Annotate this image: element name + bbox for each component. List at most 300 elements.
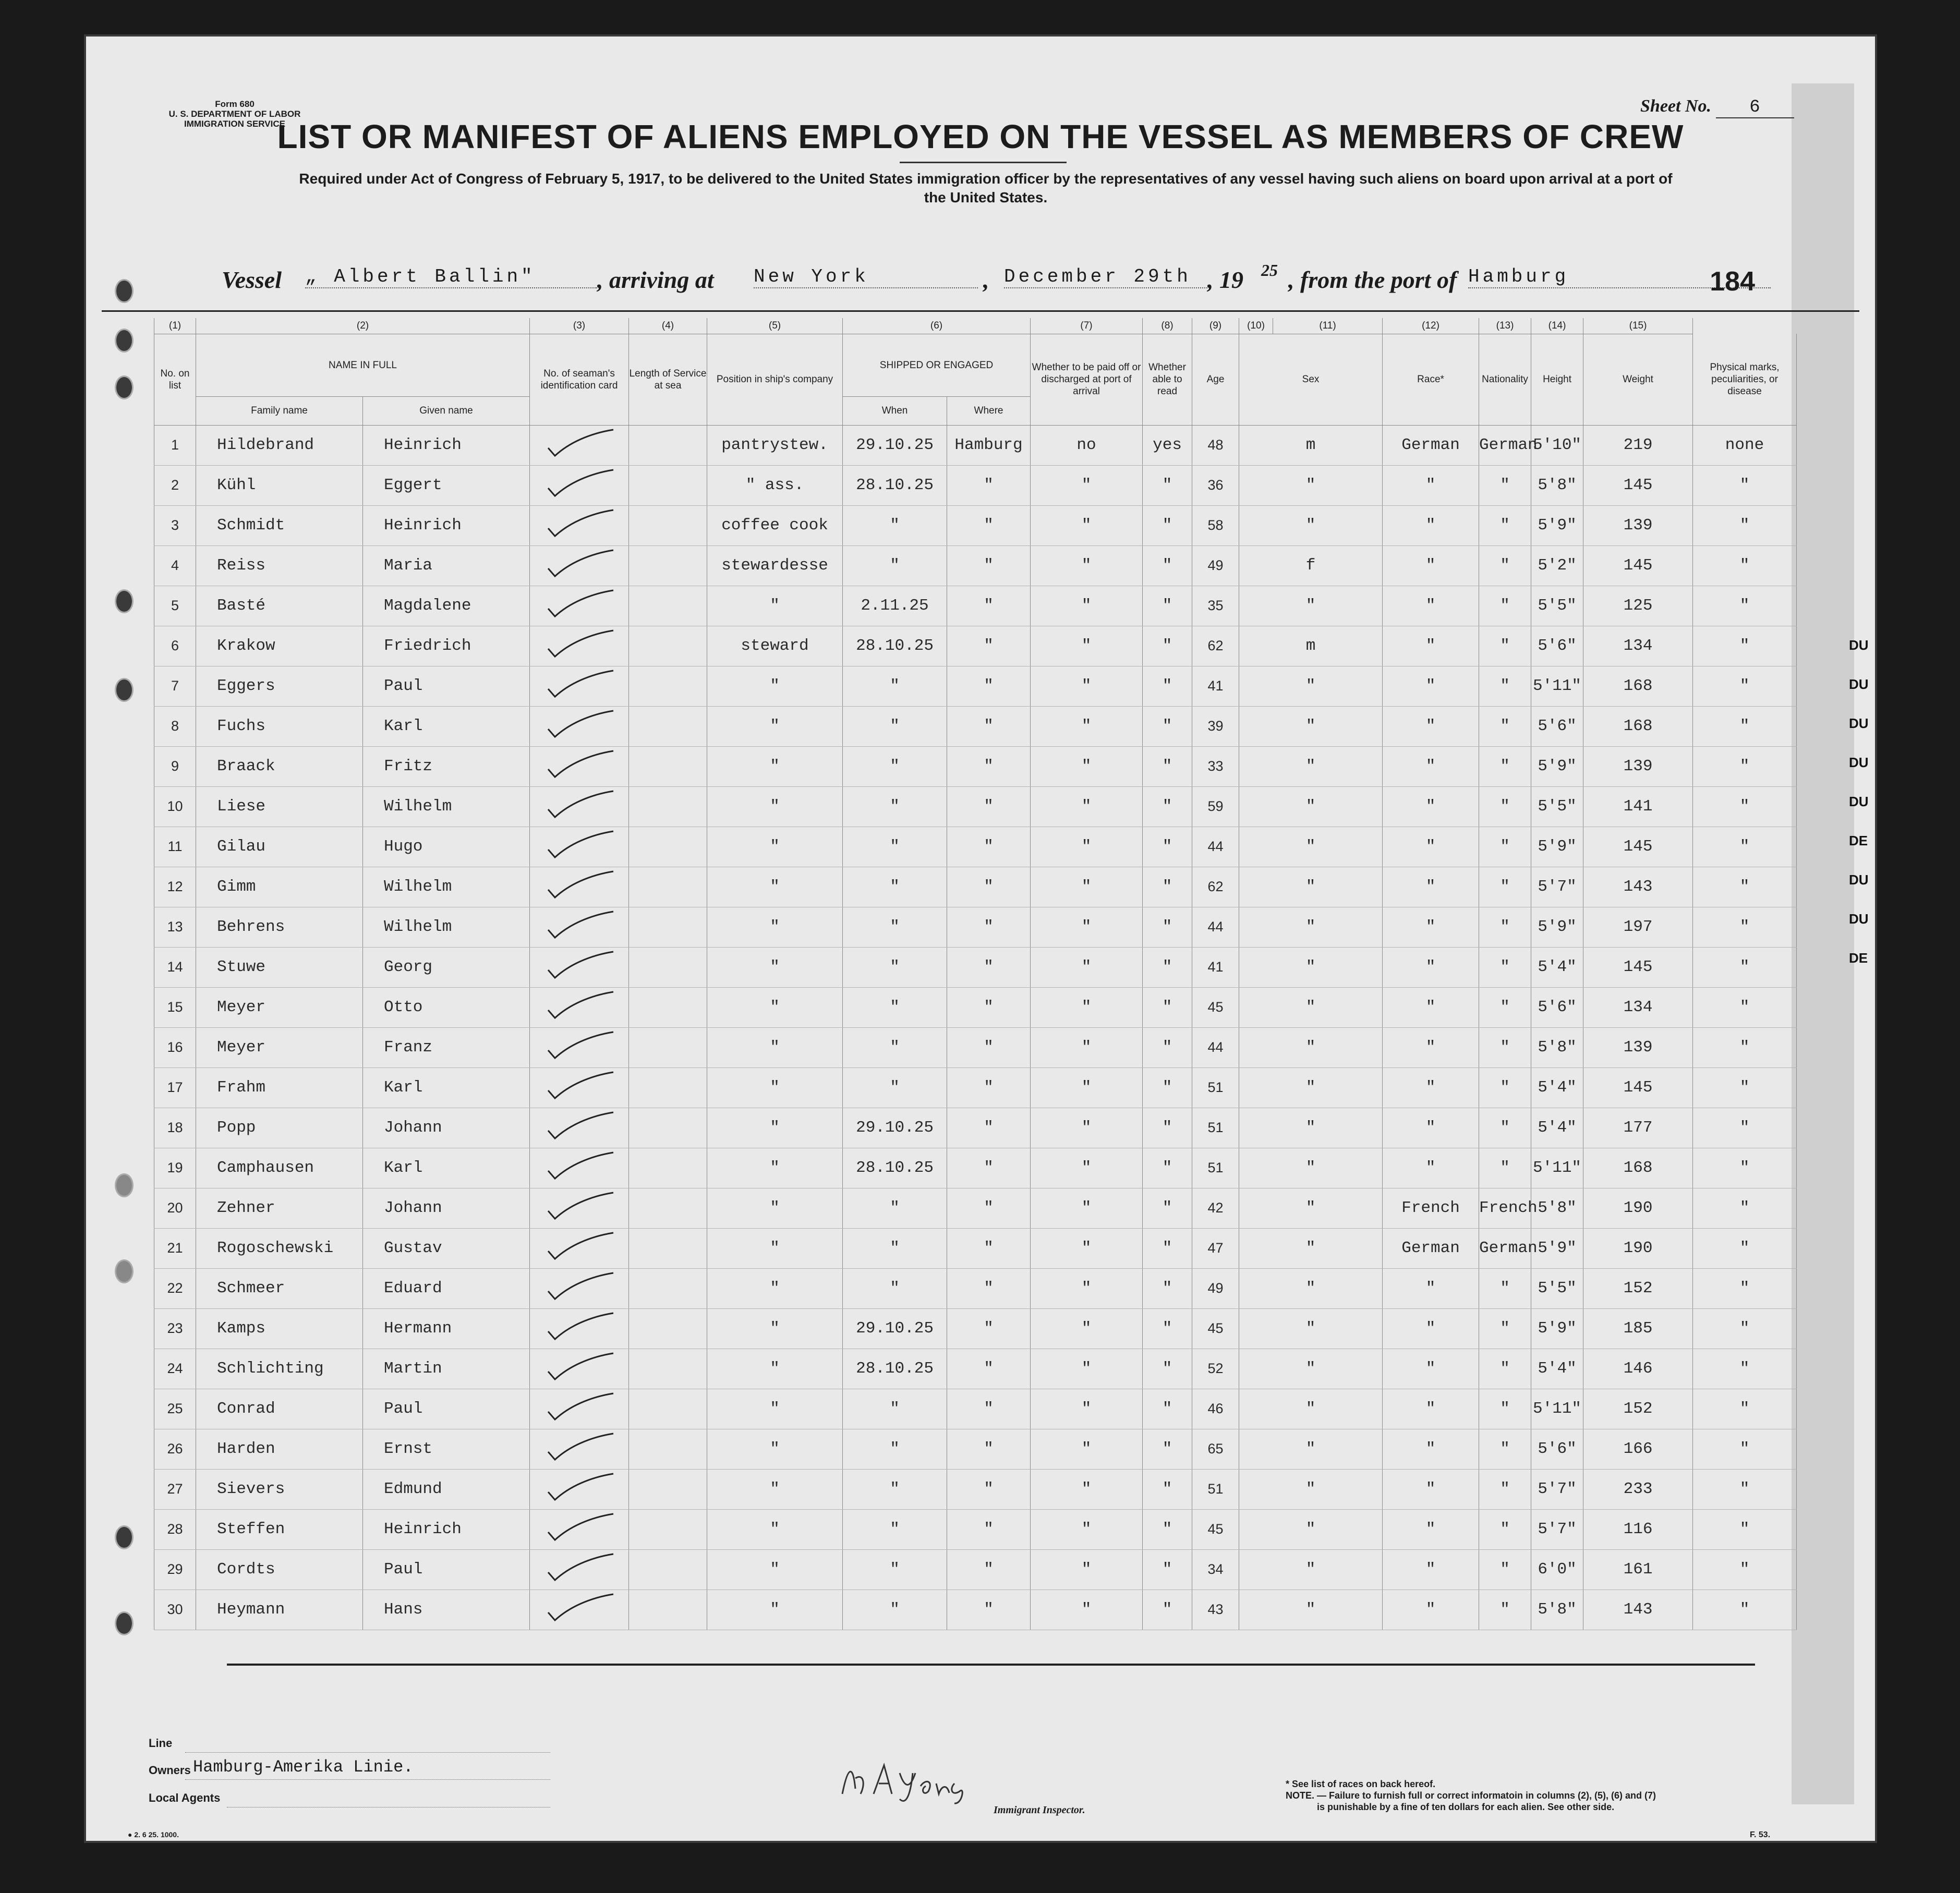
row-number-cell: 11 [154, 827, 196, 867]
race-cell: " [1383, 586, 1479, 626]
seaman-card-cell [530, 1589, 629, 1630]
given-name-cell: Eggert [363, 465, 530, 505]
given-name-cell: Maria [363, 545, 530, 586]
nationality-cell: " [1479, 987, 1531, 1027]
side-mark: DE [1849, 833, 1868, 848]
age-cell: 49 [1192, 1268, 1239, 1308]
header-marks: Physical marks, peculiarities, or disease [1693, 334, 1797, 425]
check-mark-icon [540, 1029, 619, 1061]
nationality-cell: " [1479, 1429, 1531, 1469]
check-mark-icon [540, 829, 619, 860]
length-service-cell [629, 465, 707, 505]
col-num: (15) [1583, 318, 1693, 334]
position-cell: " [707, 666, 843, 706]
race-cell: " [1383, 666, 1479, 706]
shipped-when-cell: " [843, 1469, 947, 1509]
position-cell: " [707, 827, 843, 867]
side-mark: DU [1849, 911, 1869, 927]
check-mark-icon [540, 507, 619, 539]
age-cell: 44 [1192, 907, 1239, 947]
height-cell: 6'0" [1531, 1549, 1583, 1589]
table-row [154, 1549, 1797, 1589]
physical-marks-cell: " [1693, 1067, 1797, 1108]
row-number-cell: 27 [154, 1469, 196, 1509]
shipped-where-cell: " [947, 1549, 1031, 1589]
check-mark-icon [540, 1351, 619, 1382]
check-mark-icon [540, 909, 619, 940]
physical-marks-cell: " [1693, 1509, 1797, 1549]
row-number-cell: 19 [154, 1148, 196, 1188]
shipped-when-cell: " [843, 827, 947, 867]
arriving-label: , arriving at [597, 266, 714, 293]
sex-cell: " [1239, 465, 1383, 505]
race-cell: " [1383, 1027, 1479, 1067]
table-row [154, 827, 1797, 867]
family-name-cell: Gimm [196, 867, 363, 907]
seaman-card-cell [530, 1188, 629, 1228]
age-cell: 51 [1192, 1067, 1239, 1108]
paid-off-cell: " [1031, 706, 1143, 746]
position-cell: " [707, 586, 843, 626]
age-cell: 43 [1192, 1589, 1239, 1630]
col-num: (7) [1031, 318, 1143, 334]
nationality-cell: German [1479, 425, 1531, 465]
nationality-cell: " [1479, 1469, 1531, 1509]
age-cell: 52 [1192, 1349, 1239, 1389]
physical-marks-cell: " [1693, 827, 1797, 867]
header-when: When [843, 396, 947, 425]
punch-hole [115, 589, 134, 613]
sex-cell: " [1239, 1509, 1383, 1549]
family-name-cell: Basté [196, 586, 363, 626]
col-num: (9) [1192, 318, 1239, 334]
check-mark-icon [540, 788, 619, 820]
row-number-cell: 15 [154, 987, 196, 1027]
side-mark: DU [1849, 637, 1869, 653]
paid-off-cell: " [1031, 746, 1143, 786]
weight-cell: 146 [1583, 1349, 1693, 1389]
length-service-cell [629, 1108, 707, 1148]
header-family-name: Family name [196, 396, 363, 425]
given-name-cell: Wilhelm [363, 907, 530, 947]
paid-off-cell: " [1031, 1389, 1143, 1429]
col-num: (11) [1273, 318, 1383, 334]
side-mark: DU [1849, 676, 1869, 692]
weight-cell: 233 [1583, 1469, 1693, 1509]
nationality-cell: " [1479, 867, 1531, 907]
agents-field [227, 1791, 550, 1807]
shipped-when-cell: " [843, 1027, 947, 1067]
able-read-cell: " [1143, 1509, 1192, 1549]
sex-cell: " [1239, 1228, 1383, 1268]
row-number-cell: 23 [154, 1308, 196, 1349]
position-cell: stewardesse [707, 545, 843, 586]
physical-marks-cell: " [1693, 1108, 1797, 1148]
given-name-cell: Gustav [363, 1228, 530, 1268]
sheet-number [1640, 96, 1794, 118]
nationality-cell: " [1479, 1389, 1531, 1429]
age-cell: 65 [1192, 1429, 1239, 1469]
family-name-cell: Stuwe [196, 947, 363, 987]
weight-cell: 152 [1583, 1268, 1693, 1308]
height-cell: 5'11" [1531, 1148, 1583, 1188]
form-id-line: U. S. DEPARTMENT OF LABOR [168, 109, 301, 119]
col-num: (10) [1239, 318, 1273, 334]
shipped-when-cell: " [843, 786, 947, 827]
height-cell: 5'4" [1531, 1067, 1583, 1108]
weight-cell: 139 [1583, 505, 1693, 545]
seaman-card-cell [530, 1268, 629, 1308]
age-cell: 51 [1192, 1108, 1239, 1148]
family-name-cell: Camphausen [196, 1148, 363, 1188]
check-mark-icon [540, 548, 619, 579]
race-cell: " [1383, 1509, 1479, 1549]
table-row [154, 1268, 1797, 1308]
shipped-when-cell: " [843, 1389, 947, 1429]
race-cell: " [1383, 746, 1479, 786]
physical-marks-cell: " [1693, 907, 1797, 947]
nationality-cell: " [1479, 706, 1531, 746]
height-cell: 5'5" [1531, 586, 1583, 626]
row-number-cell: 3 [154, 505, 196, 545]
height-cell: 5'2" [1531, 545, 1583, 586]
given-name-cell: Georg [363, 947, 530, 987]
race-cell: " [1383, 1308, 1479, 1349]
height-cell: 5'11" [1531, 666, 1583, 706]
able-read-cell: yes [1143, 425, 1192, 465]
length-service-cell [629, 1549, 707, 1589]
nationality-cell: " [1479, 666, 1531, 706]
shipped-when-cell: 28.10.25 [843, 626, 947, 666]
shipped-when-cell: " [843, 1268, 947, 1308]
header-length-service: Length of Service at sea [629, 334, 707, 425]
physical-marks-cell: " [1693, 1268, 1797, 1308]
race-cell: " [1383, 1108, 1479, 1148]
table-row [154, 1027, 1797, 1067]
able-read-cell: " [1143, 1469, 1192, 1509]
crew-rows [154, 425, 1797, 1630]
given-name-cell: Ernst [363, 1429, 530, 1469]
able-read-cell: " [1143, 1148, 1192, 1188]
comma: , [983, 266, 989, 293]
row-number-cell: 14 [154, 947, 196, 987]
note-penalty-cont: is punishable by a fine of ten dollars for each alien. See other side. [1317, 1802, 1615, 1812]
given-name-cell: Magdalene [363, 586, 530, 626]
race-cell: " [1383, 1389, 1479, 1429]
family-name-cell: Liese [196, 786, 363, 827]
weight-cell: 161 [1583, 1549, 1693, 1589]
sex-cell: " [1239, 1429, 1383, 1469]
age-cell: 47 [1192, 1228, 1239, 1268]
physical-marks-cell: " [1693, 545, 1797, 586]
length-service-cell [629, 827, 707, 867]
seaman-card-cell [530, 867, 629, 907]
position-cell: " [707, 1509, 843, 1549]
header-race: Race* [1383, 334, 1479, 425]
shipped-where-cell: " [947, 1429, 1031, 1469]
race-cell: " [1383, 1148, 1479, 1188]
weight-cell: 185 [1583, 1308, 1693, 1349]
position-cell: " ass. [707, 465, 843, 505]
shipped-where-cell: " [947, 1067, 1031, 1108]
table-row [154, 1509, 1797, 1549]
age-cell: 62 [1192, 867, 1239, 907]
side-annotations [1849, 626, 1869, 978]
shipped-when-cell: 29.10.25 [843, 1308, 947, 1349]
shipped-where-cell: " [947, 1509, 1031, 1549]
shipped-where-cell: " [947, 666, 1031, 706]
year-prefix: , 19 [1207, 266, 1243, 293]
seaman-card-cell [530, 586, 629, 626]
check-mark-icon [540, 628, 619, 659]
length-service-cell [629, 666, 707, 706]
shipped-when-cell: " [843, 867, 947, 907]
nationality-cell: " [1479, 465, 1531, 505]
check-mark-icon [540, 1391, 619, 1422]
length-service-cell [629, 1389, 707, 1429]
shipped-when-cell: " [843, 666, 947, 706]
sex-cell: f [1239, 545, 1383, 586]
row-number-cell: 4 [154, 545, 196, 586]
shipped-where-cell: " [947, 1589, 1031, 1630]
sex-cell: " [1239, 1027, 1383, 1067]
length-service-cell [629, 1308, 707, 1349]
punch-hole [115, 1259, 134, 1283]
shipped-when-cell: " [843, 1188, 947, 1228]
position-cell: steward [707, 626, 843, 666]
shipped-when-cell: 28.10.25 [843, 465, 947, 505]
family-name-cell: Meyer [196, 1027, 363, 1067]
punch-hole [115, 678, 134, 702]
able-read-cell: " [1143, 1549, 1192, 1589]
physical-marks-cell: " [1693, 505, 1797, 545]
side-mark: DU [1849, 794, 1869, 809]
height-cell: 5'8" [1531, 1188, 1583, 1228]
family-name-cell: Popp [196, 1108, 363, 1148]
family-name-cell: Harden [196, 1429, 363, 1469]
given-name-cell: Heinrich [363, 505, 530, 545]
seaman-card-cell [530, 425, 629, 465]
age-cell: 35 [1192, 586, 1239, 626]
length-service-cell [629, 1469, 707, 1509]
table-row [154, 786, 1797, 827]
punch-hole [115, 1173, 134, 1197]
paid-off-cell: " [1031, 827, 1143, 867]
able-read-cell: " [1143, 505, 1192, 545]
able-read-cell: " [1143, 786, 1192, 827]
given-name-cell: Paul [363, 1389, 530, 1429]
family-name-cell: Cordts [196, 1549, 363, 1589]
able-read-cell: " [1143, 706, 1192, 746]
weight-cell: 139 [1583, 746, 1693, 786]
sheet-number-label: Sheet No. [1640, 96, 1711, 116]
family-name-cell: Sievers [196, 1469, 363, 1509]
height-cell: 5'4" [1531, 1108, 1583, 1148]
nationality-cell: " [1479, 1148, 1531, 1188]
shipped-where-cell: " [947, 1268, 1031, 1308]
row-number-cell: 21 [154, 1228, 196, 1268]
length-service-cell [629, 867, 707, 907]
able-read-cell: " [1143, 626, 1192, 666]
punch-hole [115, 279, 134, 303]
able-read-cell: " [1143, 827, 1192, 867]
header-sex: Sex [1239, 334, 1383, 425]
height-cell: 5'11" [1531, 1389, 1583, 1429]
paid-off-cell: " [1031, 1429, 1143, 1469]
paid-off-cell: " [1031, 1148, 1143, 1188]
vessel-name: „ Albert Ballin" [305, 266, 597, 288]
physical-marks-cell: " [1693, 786, 1797, 827]
given-name-cell: Friedrich [363, 626, 530, 666]
paid-off-cell: " [1031, 505, 1143, 545]
length-service-cell [629, 987, 707, 1027]
seaman-card-cell [530, 1027, 629, 1067]
family-name-cell: Rogoschewski [196, 1228, 363, 1268]
shipped-where-cell: " [947, 987, 1031, 1027]
height-cell: 5'7" [1531, 1469, 1583, 1509]
table-row [154, 1589, 1797, 1630]
check-mark-icon [540, 949, 619, 980]
sex-cell: " [1239, 1308, 1383, 1349]
shipped-when-cell: " [843, 1509, 947, 1549]
able-read-cell: " [1143, 586, 1192, 626]
check-mark-icon [540, 1592, 619, 1623]
shipped-where-cell: " [947, 706, 1031, 746]
age-cell: 58 [1192, 505, 1239, 545]
shipped-when-cell: 2.11.25 [843, 586, 947, 626]
physical-marks-cell: " [1693, 867, 1797, 907]
header-seaman-card: No. of seaman's identification card [530, 334, 629, 425]
weight-cell: 116 [1583, 1509, 1693, 1549]
row-number-cell: 1 [154, 425, 196, 465]
col-num: (14) [1531, 318, 1583, 334]
weight-cell: 134 [1583, 626, 1693, 666]
seaman-card-cell [530, 987, 629, 1027]
position-cell: " [707, 1067, 843, 1108]
height-cell: 5'4" [1531, 947, 1583, 987]
length-service-cell [629, 1228, 707, 1268]
seaman-card-cell [530, 626, 629, 666]
able-read-cell: " [1143, 1308, 1192, 1349]
able-read-cell: " [1143, 1589, 1192, 1630]
nationality-cell: " [1479, 1308, 1531, 1349]
check-mark-icon [540, 467, 619, 499]
col-num: (5) [707, 318, 843, 334]
shipped-when-cell: " [843, 706, 947, 746]
paid-off-cell: " [1031, 947, 1143, 987]
paid-off-cell: " [1031, 786, 1143, 827]
position-cell: " [707, 1308, 843, 1349]
sex-cell: " [1239, 786, 1383, 827]
nationality-cell: " [1479, 1108, 1531, 1148]
race-cell: " [1383, 465, 1479, 505]
length-service-cell [629, 425, 707, 465]
given-name-cell: Karl [363, 706, 530, 746]
family-name-cell: Frahm [196, 1067, 363, 1108]
nationality-cell: " [1479, 947, 1531, 987]
shipped-where-cell: Hamburg [947, 425, 1031, 465]
row-number-cell: 16 [154, 1027, 196, 1067]
table-row [154, 1429, 1797, 1469]
row-number-cell: 22 [154, 1268, 196, 1308]
race-cell: " [1383, 1469, 1479, 1509]
age-cell: 45 [1192, 1308, 1239, 1349]
shipped-when-cell: " [843, 947, 947, 987]
age-cell: 49 [1192, 545, 1239, 586]
paid-off-cell: " [1031, 545, 1143, 586]
physical-marks-cell: " [1693, 1549, 1797, 1589]
family-name-cell: Braack [196, 746, 363, 786]
paid-off-cell: " [1031, 907, 1143, 947]
check-mark-icon [540, 1110, 619, 1141]
shipped-when-cell: " [843, 746, 947, 786]
weight-cell: 143 [1583, 1589, 1693, 1630]
length-service-cell [629, 1148, 707, 1188]
age-cell: 45 [1192, 987, 1239, 1027]
height-cell: 5'10" [1531, 425, 1583, 465]
sheet-number-value: 6 [1716, 98, 1794, 118]
weight-cell: 197 [1583, 907, 1693, 947]
signature-image [837, 1757, 994, 1804]
paid-off-cell: " [1031, 1027, 1143, 1067]
height-cell: 5'5" [1531, 786, 1583, 827]
print-code-text: 2. 6 25. 1000. [134, 1830, 179, 1839]
position-cell: " [707, 1268, 843, 1308]
able-read-cell: " [1143, 746, 1192, 786]
age-cell: 44 [1192, 1027, 1239, 1067]
shipped-when-cell: " [843, 1228, 947, 1268]
shipped-where-cell: " [947, 907, 1031, 947]
footer [86, 1726, 1875, 1841]
sex-cell: " [1239, 1349, 1383, 1389]
stamp-number: 184 [1710, 266, 1755, 297]
shipped-where-cell: " [947, 1027, 1031, 1067]
seaman-card-cell [530, 786, 629, 827]
nationality-cell: " [1479, 1349, 1531, 1389]
length-service-cell [629, 545, 707, 586]
header-weight: Weight [1583, 334, 1693, 425]
seaman-card-cell [530, 666, 629, 706]
table-row [154, 545, 1797, 586]
weight-cell: 168 [1583, 666, 1693, 706]
check-mark-icon [540, 427, 619, 458]
weight-cell: 190 [1583, 1228, 1693, 1268]
sex-cell: " [1239, 1108, 1383, 1148]
age-cell: 44 [1192, 827, 1239, 867]
length-service-cell [629, 505, 707, 545]
line-field [185, 1737, 550, 1753]
vessel-line [86, 261, 1875, 302]
shipped-when-cell: 28.10.25 [843, 1349, 947, 1389]
position-cell: " [707, 987, 843, 1027]
family-name-cell: Zehner [196, 1188, 363, 1228]
note-penalty: NOTE. — Failure to furnish full or correct informatoin in columns (2), (5), (6) and (7) [1286, 1790, 1656, 1801]
position-cell: " [707, 1108, 843, 1148]
table-row [154, 1308, 1797, 1349]
shipped-where-cell: " [947, 1148, 1031, 1188]
length-service-cell [629, 1509, 707, 1549]
seaman-card-cell [530, 1349, 629, 1389]
shipped-where-cell: " [947, 586, 1031, 626]
height-cell: 5'6" [1531, 987, 1583, 1027]
check-mark-icon [540, 989, 619, 1021]
weight-cell: 177 [1583, 1108, 1693, 1148]
owners-label: Owners [149, 1764, 191, 1777]
inspector-label: Immigrant Inspector. [994, 1804, 1085, 1816]
family-name-cell: Conrad [196, 1389, 363, 1429]
paid-off-cell: " [1031, 987, 1143, 1027]
able-read-cell: " [1143, 1268, 1192, 1308]
